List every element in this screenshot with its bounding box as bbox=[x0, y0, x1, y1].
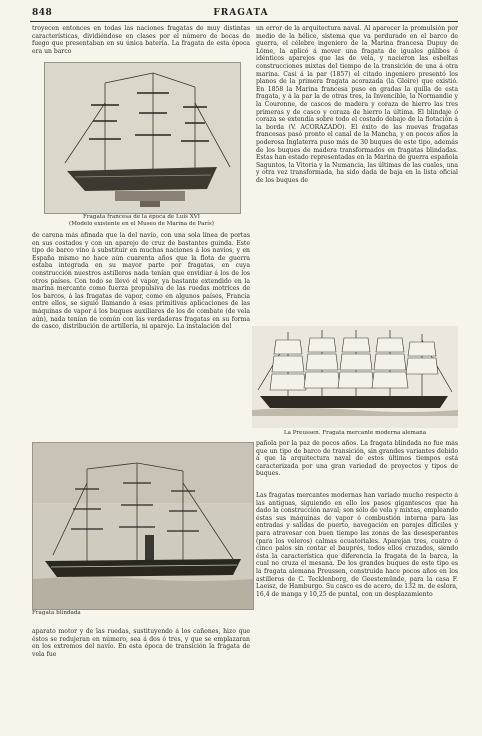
text-left-middle bbox=[32, 232, 250, 442]
text-mid-center bbox=[256, 440, 458, 488]
figure-armored-frigate bbox=[32, 442, 254, 610]
paragraph: un error de la arquitectura naval. Al aparecer la promulsión por medio de la hélice, sistema que va perdurado en el barco de guerra, el célebre ingeniero de la Marina francesa Dupuy de Lôme, la aplicó á mover una fragata de iguales gálibos é idénticos aparejos que las de vela, y nacieron las esbeltas construcciones mixtas del tiempo de la transición de una á otra marina. Casi á la par (1857) el citado ingeniero presentó los planos de la primera fragata acorazada (la Gloire) que existió. En 1858 la Marina francesa puso en gradas la quilla de esta fragata, y á la par la de otras tres, la Invencible, la Normandie y la Couronne, de cascos de madera y coraza de hierro las tres primeras y de casco y coraza de hierro la última. El blindaje ó coraza se extendía sobre todo el costado debajo de la flotación á la borda (V. ACORAZADO). El éxito de las nuevas fragatas francesas pasó pronto el canal de la Mancha, y en pocos años la poderosa Inglaterra puso más de 30 buques de este tipo, además de los buques de madera transformados en fragatas blindadas. Estas han estado representadas en la Marina de guerra española Saguntos, la Vitoria y la Numancia, las últimas de las cuales, una y otra vez transformada, ha sido dada de baja en la lista oficial de los buques de bbox=[256, 25, 458, 184]
header-rule bbox=[30, 21, 458, 22]
frigate-model-illustration bbox=[45, 63, 240, 213]
text-left-top bbox=[32, 25, 250, 57]
paragraph: troyecen entonces en todas las naciones fragatas de muy distintas características, dividiéndose en clases por el número de bocas de fuego que presentaban en su única batería. La fragata de esta época era un barco bbox=[32, 25, 250, 55]
figure-1-caption bbox=[34, 214, 249, 228]
preussen-illustration bbox=[252, 326, 458, 428]
paragraph: Las fragatas mercantes modernas han variado mucho respecto á las antiguas, siguiendo en ello los pasos gigantescos que ha dado la construcción naval; son sólo de vela y mixtas, empleando éstas sus máquinas de vapor ó combustión interna para las entradas y salidas de puerto, navegación en parajes difíciles y para atravesar con buen tiempo las zonas de las desesperantes (para los veleros) calmas ecuatoriales. Aparejan tres, cuatro ó cinco palos sin contar el bauprés, todos ellos cruzados, siendo ésta la característica que diferencia la fragata de la barca, la cual no cruza el mesana. De los grandes buques de este tipo es la fragata alemana Preussen, construida hace pocos años en los astilleros de C. Tecklenborg, de Geestemünde, para la casa F. Laeisz, de Hamburgo. Su casco es de acero, de 132 m. de eslora, 16,4 de manga y 10,25 de puntal, con un desplazamiento bbox=[256, 492, 458, 598]
figure-2-caption: La Preussen. Fragata mercante moderna alemana bbox=[283, 430, 427, 436]
text-left-bottom bbox=[32, 628, 250, 726]
caption-line: Fragata francesa de la época de Luis XVI bbox=[82, 214, 200, 220]
page-header bbox=[0, 8, 482, 22]
figure-luis-xvi-frigate bbox=[44, 62, 241, 214]
paragraph: aparato motor y de las ruedas, sustituyendo á los cañones, hizo que éstos se redujeran en número, sea á dos ó tres, y que se emplazaran en los extremos del navío. En esta época de transición la fragata de vela fue bbox=[32, 628, 250, 658]
text-right-top bbox=[256, 25, 458, 322]
caption-line: (Modelo existente en el Museo de Marina de París) bbox=[69, 221, 214, 227]
paragraph: de carena más afinada que la del navío, con una sola línea de portas en sus costados y con un aparejo de cruz de bastantes guinda. Este tipo de barco vino á substituir en muchas naciones á los navíos, y en España mismo no hace aún cuarenta años que la flota de guerra estaba integrada en su mayor parte por fragatas, en cuya construcción nuestros astilleros nada tenían que envidiar á los de los otros países. Con todo se llevó el vapor, ya bastante extendido en la marina mercante como fuerza propulsiva de las ruedas motrices de los barcos, á las fragatas de vapor, como en algunos países, Francia entre ellos, se siguió llamando á esas primitivas aplicaciones de las máquinas de vapor á los buques auxiliares de los de combate (de vela aún), nada tenían de común con las verdaderas fragatas en su forma de casco, distribución de artillería, ni aparejo. La instalación del bbox=[32, 232, 250, 331]
figure-preussen bbox=[252, 326, 458, 428]
armored-frigate-illustration bbox=[33, 443, 253, 609]
page-number: 848 bbox=[32, 8, 53, 18]
figure-3-caption: Fragata blindada bbox=[32, 610, 81, 616]
paragraph: pañola por la paz de pocos años. La fragata blindada no fue más que un tipo de barco de transición, sin grandes variantes debido á que la arquitectura naval de estos últimos tiempos está caracterizada por una gran variedad de proyectos y tipos de buques. bbox=[256, 440, 458, 478]
page-title: FRAGATA bbox=[213, 8, 269, 18]
text-right-bottom bbox=[256, 492, 458, 726]
